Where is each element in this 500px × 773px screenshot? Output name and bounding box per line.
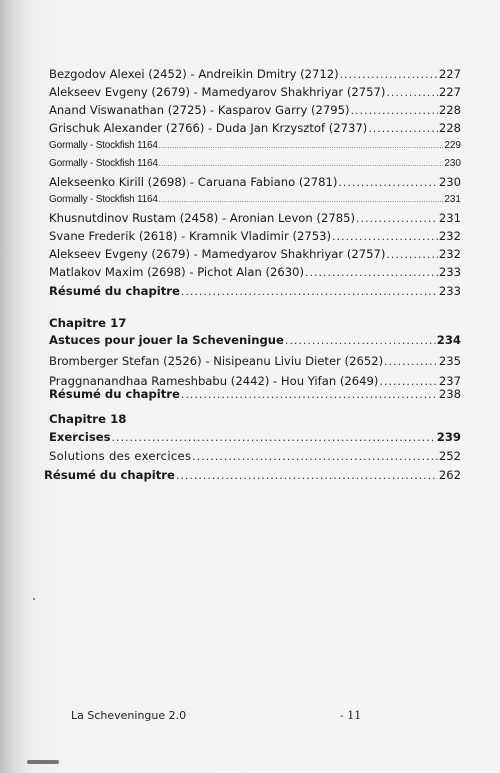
toc-entry-page: 228 [438,103,461,117]
leader-dots [159,156,444,174]
toc-chapter-summary [44,466,461,484]
leader-dots [368,120,438,138]
toc-entry-label: Bromberger Stefan (2526) - Nisipeanu Liviu Dieter (2652) [49,354,384,368]
toc-entry [49,65,461,83]
toc-entry-page: 227 [438,67,461,81]
toc-entry [49,447,461,465]
toc-entry-page: 262 [438,468,461,482]
leader-dots [112,429,436,447]
toc-entry-page: 231 [444,194,461,205]
toc-entry-page: 235 [438,354,461,368]
leader-dots [386,246,437,264]
toc-entry [49,83,461,101]
toc-entry [49,155,461,173]
toc-entry-page: 237 [438,374,461,388]
toc-entry-page: 230 [444,158,461,169]
toc-entry [49,119,461,137]
toc-entry-page: 252 [438,449,461,463]
toc-entry [49,227,461,245]
toc-entry [49,101,461,119]
toc-entry-label: Anand Viswanathan (2725) - Kasparov Garry (2795) [49,103,350,117]
toc-entry-page: 230 [438,175,461,189]
leader-dots [338,174,437,192]
toc-entry-label: Gormally - Stockfish 1164 [49,194,158,205]
leader-dots [384,353,438,371]
toc-entry-label: Grischuk Alexander (2766) - Duda Jan Krzysztof (2737) [49,121,368,135]
toc-entry-label: Gormally - Stockfish 1164 [49,140,158,151]
chapter-18-title [49,428,461,446]
leader-dots [159,138,444,156]
toc-entry-label: Alekseenko Kirill (2698) - Caruana Fabiano (2781) [49,175,338,189]
leader-dots [340,66,438,84]
leader-dots [181,283,438,301]
toc-entry-label: Alekseev Evgeny (2679) - Mamedyarov Shakhriyar (2757) [49,247,386,261]
toc-entry [49,137,461,155]
page-number: - 11 [340,709,362,722]
toc-chapter-summary [49,385,461,403]
toc-entry [49,173,461,191]
toc-entry [49,191,461,209]
toc-entry-page: 233 [438,265,461,279]
toc-entry-label: Praggnanandhaa Rameshbabu (2442) - Hou Yifan (2649) [49,374,379,388]
toc-entry-page: 227 [438,85,461,99]
toc-chapter-summary [49,282,461,300]
toc-entry-label: Résumé du chapitre [49,284,180,298]
leader-dots [285,332,436,350]
chapter-18-heading: Chapitre 18 [49,412,127,426]
leader-dots [386,84,437,102]
toc-entry-label: Solutions des exercices [49,449,192,463]
toc-entry-page: 232 [438,229,461,243]
leader-dots [356,210,438,228]
toc-entry [49,245,461,263]
toc-entry-page: 229 [444,140,461,151]
toc-entry-page: 231 [438,211,461,225]
toc-entry [49,263,461,281]
toc-entry-label: Matlakov Maxim (2698) - Pichot Alan (2630) [49,265,305,279]
toc-entry-label: Exercises [49,430,111,444]
chapter-17-heading: Chapitre 17 [49,316,127,330]
toc-entry-label: Astuces pour jouer la Scheveningue [49,333,284,347]
toc-entry-label: Résumé du chapitre [49,387,180,401]
book-title-footer: La Scheveningue 2.0 [71,709,187,722]
toc-entry-page: 228 [438,121,461,135]
toc-entry-label: Bezgodov Alexei (2452) - Andreikin Dmitry (2712) [49,67,339,81]
toc-entry-page: 233 [438,284,461,298]
toc-entry-page: 239 [436,430,461,444]
paper-speck [33,598,35,600]
leader-dots [351,102,438,120]
leader-dots [181,386,438,404]
leader-dots [305,264,438,282]
toc-entry-label: Gormally - Stockfish 1164 [49,158,158,169]
leader-dots [332,228,438,246]
paper-smudge [27,760,59,764]
leader-dots [176,467,438,485]
toc-entry-page: 234 [436,333,461,347]
toc-entry-label: Résumé du chapitre [44,468,175,482]
leader-dots [159,192,444,210]
toc-entry-page: 238 [438,387,461,401]
toc-entry [49,209,461,227]
toc-entry-label: Alekseev Evgeny (2679) - Mamedyarov Shakhriyar (2757) [49,85,386,99]
leader-dots [192,448,438,466]
toc-entry-label: Svane Frederik (2618) - Kramnik Vladimir (2753) [49,229,332,243]
chapter-17-title [49,331,461,349]
toc-entry-page: 232 [438,247,461,261]
toc-entry [49,352,461,370]
toc-entry-label: Khusnutdinov Rustam (2458) - Aronian Levon (2785) [49,211,355,225]
